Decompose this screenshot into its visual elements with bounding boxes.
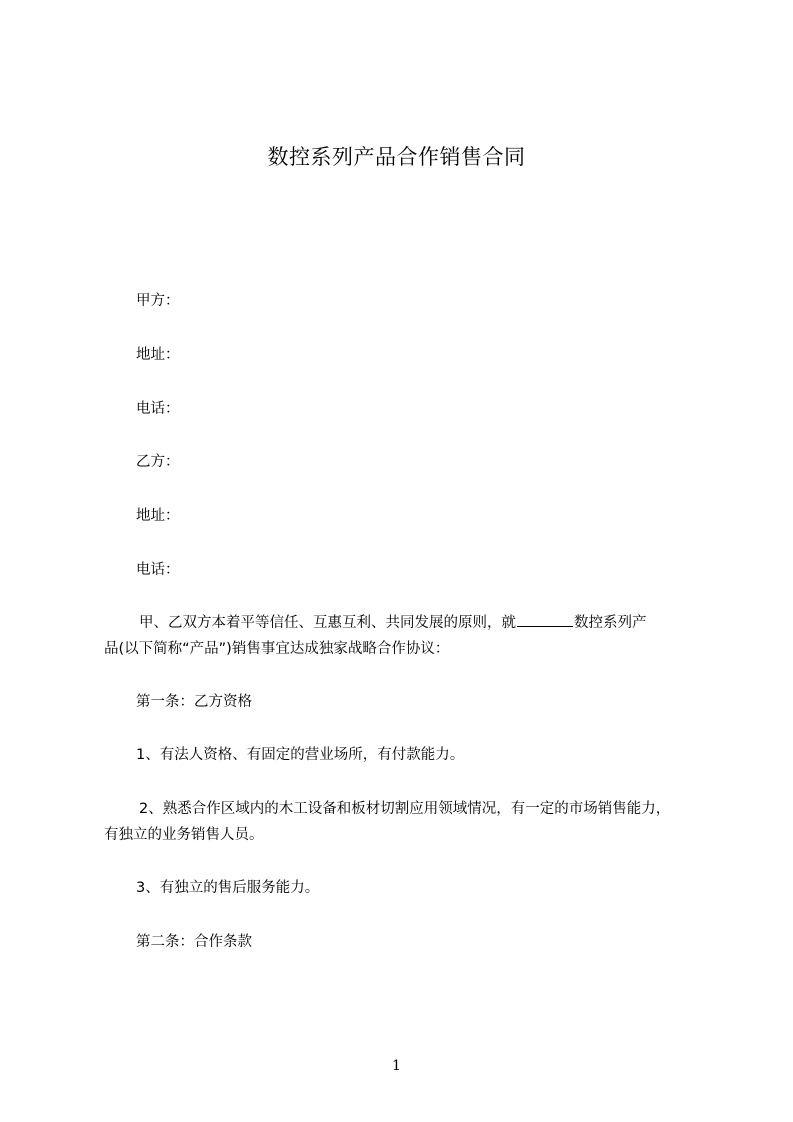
intro-blank-field	[517, 612, 573, 627]
intro-paragraph-line1	[139, 612, 647, 633]
party-b-label: 乙方：	[136, 454, 180, 470]
party-b-address-label: 地址：	[136, 508, 180, 524]
party-a-address-label: 地址：	[136, 347, 180, 363]
page-number: 1	[392, 1058, 401, 1074]
contract-title: 数控系列产品合作销售合同	[267, 145, 526, 169]
article1-heading: 第一条：乙方资格	[136, 694, 252, 710]
article1-item1: 1、有法人资格、有固定的营业场所，有付款能力。	[136, 747, 465, 763]
article1-item3: 3、有独立的售后服务能力。	[136, 880, 320, 896]
article2-heading: 第二条：合作条款	[136, 934, 252, 950]
article1-item2-line1: 2、熟悉合作区域内的木工设备和板材切割应用领域情况，有一定的市场销售能力，	[139, 801, 671, 817]
article1-item2-line2: 有独立的业务销售人员。	[104, 827, 264, 843]
party-a-phone-label: 电话：	[136, 401, 180, 417]
intro-paragraph-line2: 品(以下简称“产品”)销售事宜达成独家战略合作协议：	[104, 641, 450, 657]
party-b-phone-label: 电话：	[136, 562, 180, 578]
intro-text-before-blank: 甲、乙双方本着平等信任、互惠互利、共同发展的原则，就	[139, 615, 516, 631]
party-a-label: 甲方：	[136, 293, 180, 309]
intro-text-after-blank: 数控系列产	[574, 615, 647, 631]
